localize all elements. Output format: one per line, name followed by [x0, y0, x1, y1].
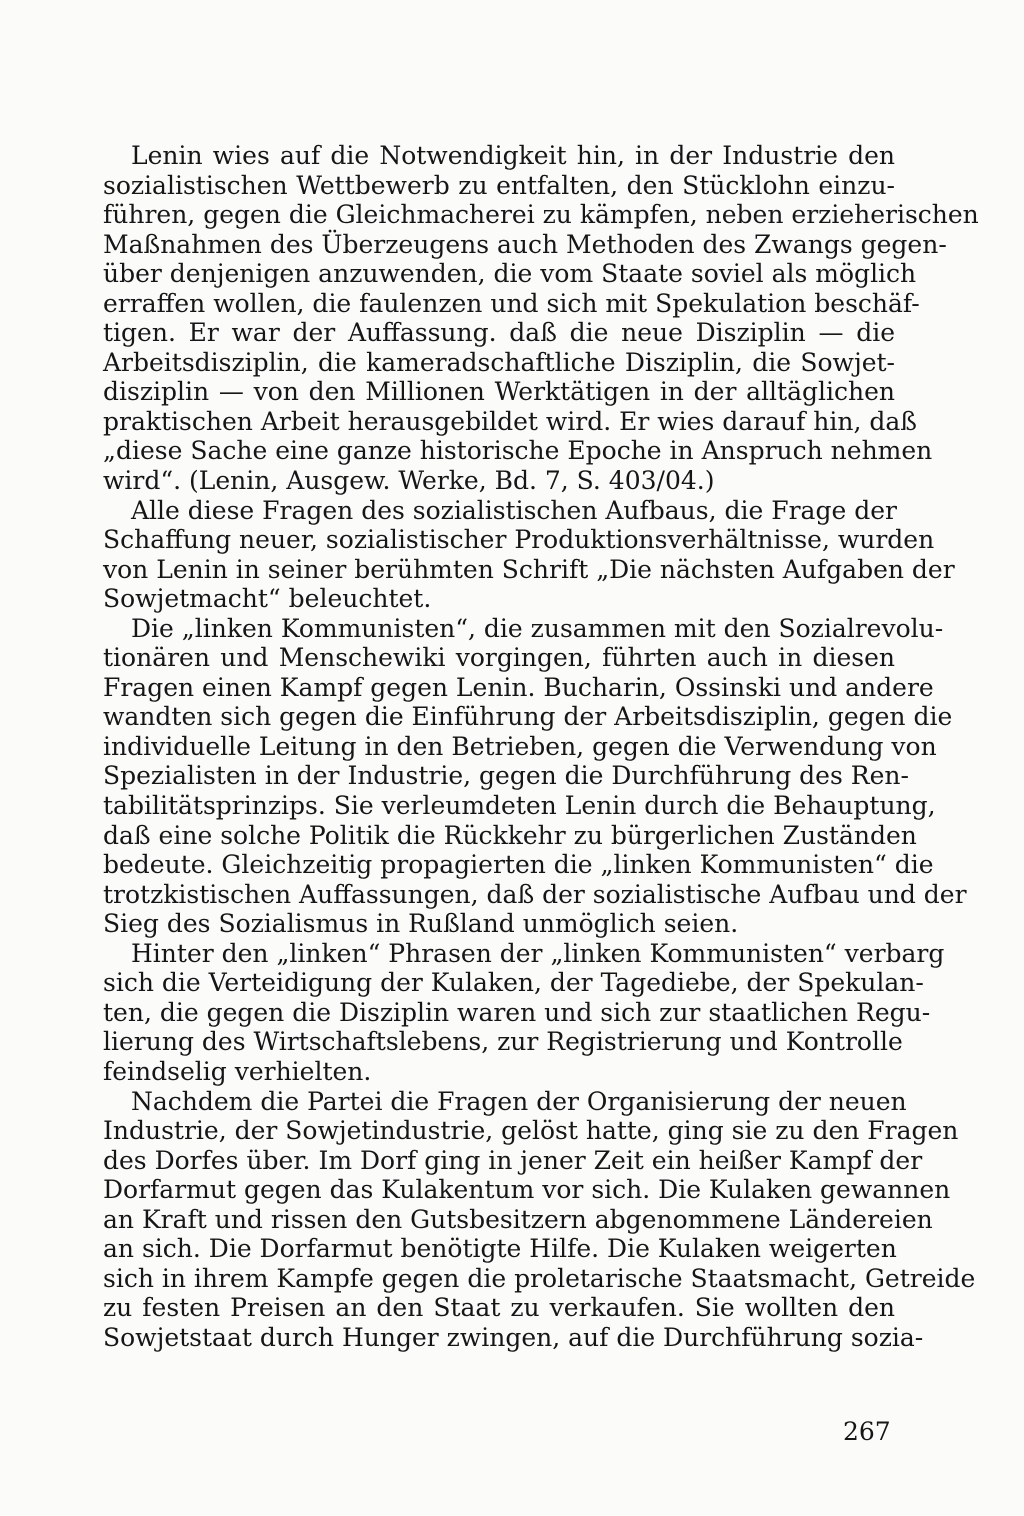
- text-line: disziplin — von den Millionen Werktätigen in der alltäglichen: [103, 377, 895, 407]
- text-line: Sowjetstaat durch Hunger zwingen, auf die Durchführung sozia-: [103, 1322, 924, 1352]
- paragraph: [103, 495, 955, 614]
- text-line: trotzkistischen Auffassungen, daß der sozialistische Aufbau und der: [103, 879, 967, 909]
- paragraph: [103, 141, 979, 496]
- text-line: Fragen einen Kampf gegen Lenin. Bucharin, Ossinski und andere: [103, 672, 934, 702]
- paragraph: [103, 613, 967, 939]
- text-line: Lenin wies auf die Notwendigkeit hin, in der Industrie den: [131, 141, 895, 170]
- text-line: Die „linken Kommunisten“, die zusammen mit den Sozialrevolu-: [131, 613, 944, 643]
- text-line: sich die Verteidigung der Kulaken, der Tagediebe, der Spekulan-: [103, 968, 924, 998]
- text-line: „diese Sache eine ganze historische Epoche in Anspruch nehmen: [103, 436, 933, 466]
- text-line: lierung des Wirtschaftslebens, zur Registrierung und Kontrolle: [103, 1027, 903, 1057]
- text-line: sich in ihrem Kampfe gegen die proletarische Staatsmacht, Getreide: [103, 1263, 976, 1293]
- text-line: zu festen Preisen an den Staat zu verkaufen. Sie wollten den: [103, 1293, 895, 1323]
- text-line: Industrie, der Sowjetindustrie, gelöst hatte, ging sie zu den Fragen: [103, 1116, 959, 1146]
- text-line: wandten sich gegen die Einführung der Arbeitsdisziplin, gegen die: [103, 702, 953, 732]
- text-line: praktischen Arbeit herausgebildet wird. Er wies darauf hin, daß: [103, 406, 918, 436]
- text-line: feindselig verhielten.: [103, 1056, 372, 1086]
- text-line: tionären und Menschewiki vorgingen, führten auch in diesen: [103, 643, 895, 673]
- text-line: sozialistischen Wettbewerb zu entfalten, den Stücklohn einzu-: [103, 170, 895, 200]
- page-number: 267: [843, 1417, 891, 1446]
- text-line: Nachdem die Partei die Fragen der Organisierung der neuen: [131, 1086, 907, 1116]
- text-line: an sich. Die Dorfarmut benötigte Hilfe. Die Kulaken weigerten: [103, 1234, 897, 1264]
- text-line: erraffen wollen, die faulenzen und sich mit Spekulation beschäf-: [103, 288, 920, 318]
- text-line: Arbeitsdisziplin, die kameradschaftliche Disziplin, die Sowjet-: [103, 347, 895, 377]
- text-line: über denjenigen anzuwenden, die vom Staate soviel als möglich: [103, 259, 917, 289]
- text-line: daß eine solche Politik die Rückkehr zu bürgerlichen Zuständen: [103, 820, 917, 850]
- text-line: tabilitätsprinzips. Sie verleumdeten Lenin durch die Behauptung,: [103, 791, 936, 821]
- text-line: Dorfarmut gegen das Kulakentum vor sich. Die Kulaken gewannen: [103, 1175, 951, 1205]
- paragraph: [103, 1086, 976, 1353]
- text-line: Schaffung neuer, sozialistischer Produktionsverhältnisse, wurden: [103, 525, 935, 555]
- text-line: wird“. (Lenin, Ausgew. Werke, Bd. 7, S. 403/04.): [103, 466, 715, 496]
- text-line: Hinter den „linken“ Phrasen der „linken Kommunisten“ verbarg: [131, 938, 945, 968]
- body-text: [103, 141, 979, 1352]
- text-line: des Dorfes über. Im Dorf ging in jener Zeit ein heißer Kampf der: [103, 1145, 923, 1175]
- text-line: Maßnahmen des Überzeugens auch Methoden des Zwangs gegen-: [103, 229, 947, 259]
- text-line: individuelle Leitung in den Betrieben, gegen die Verwendung von: [103, 731, 937, 761]
- text-line: von Lenin in seiner berühmten Schrift „Die nächsten Aufgaben der: [103, 554, 955, 584]
- paragraph: [103, 938, 945, 1087]
- text-line: Sieg des Sozialismus in Rußland unmöglich seien.: [103, 909, 739, 939]
- text-line: an Kraft und rissen den Gutsbesitzern abgenommene Ländereien: [103, 1204, 933, 1234]
- text-line: führen, gegen die Gleichmacherei zu kämpfen, neben erzieherischen: [103, 200, 979, 230]
- text-line: ten, die gegen die Disziplin waren und sich zur staatlichen Regu-: [103, 997, 931, 1027]
- text-line: tigen. Er war der Auffassung. daß die neue Disziplin — die: [103, 318, 895, 348]
- text-line: Spezialisten in der Industrie, gegen die Durchführung des Ren-: [103, 761, 909, 791]
- text-line: bedeute. Gleichzeitig propagierten die „linken Kommunisten“ die: [103, 850, 934, 880]
- text-line: Alle diese Fragen des sozialistischen Aufbaus, die Frage der: [131, 495, 897, 525]
- text-line: Sowjetmacht“ beleuchtet.: [103, 584, 432, 614]
